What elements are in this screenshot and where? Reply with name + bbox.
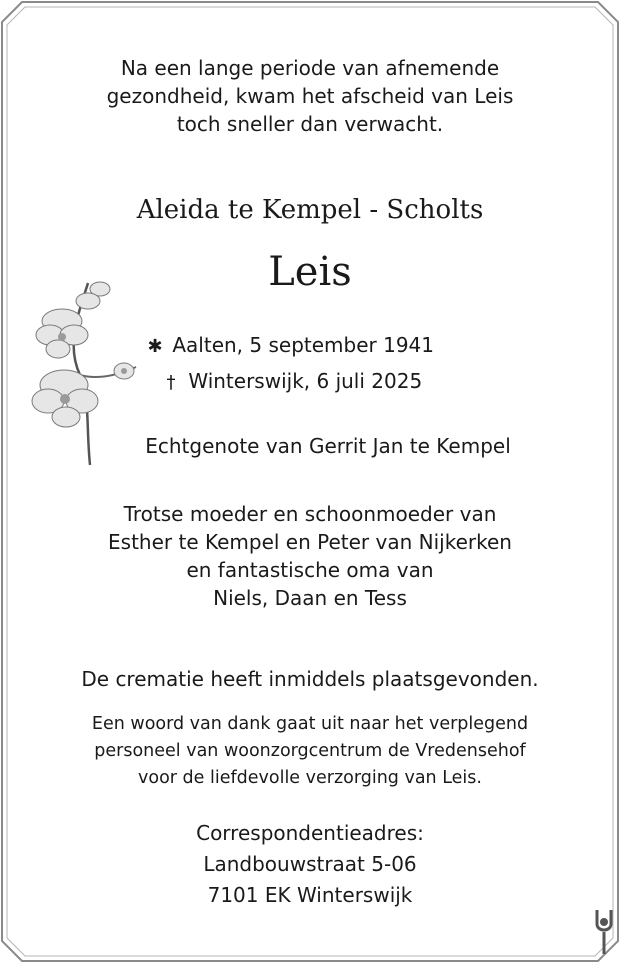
family-text [0, 500, 620, 612]
death-line [160, 367, 422, 397]
cremation-text: De crematie heeft inmiddels plaatsgevonden. [81, 667, 539, 691]
address-street: Landbouwstraat 5-06 [203, 852, 417, 876]
intro-line: Na een lange periode van afnemende [120, 56, 500, 80]
address-city: 7101 EK Winterswijk [207, 883, 413, 907]
family-line: Trotse moeder en schoonmoeder van [123, 502, 497, 526]
family-line: en fantastische oma van [186, 558, 434, 582]
family-line: Esther te Kempel en Peter van Nijkerken [108, 530, 512, 554]
intro-line: gezondheid, kwam het afscheid van Leis [106, 84, 514, 108]
thanks-line: voor de liefdevolle verzorging van Leis. [138, 768, 482, 788]
called-name: Leis [268, 249, 352, 295]
birth-text: Aalten, 5 september 1941 [172, 333, 434, 357]
thanks-line: personeel van woonzorgcentrum de Vredensehof [94, 741, 526, 761]
thanks-line: Een woord van dank gaat uit naar het verplegend [91, 714, 529, 734]
death-text: Winterswijk, 6 juli 2025 [188, 369, 423, 393]
birth-star-icon: ✱ [147, 336, 163, 357]
thanks-text [0, 711, 620, 792]
spouse-text: Echtgenote van Gerrit Jan te Kempel [145, 434, 511, 458]
full-name: Aleida te Kempel - Scholts [136, 195, 484, 225]
publisher-logo-icon [592, 908, 616, 956]
intro-text [0, 54, 620, 138]
birth-line [144, 331, 434, 361]
address-heading: Correspondentieadres: [196, 821, 424, 845]
intro-line: toch sneller dan verwacht. [176, 112, 444, 136]
address-block [0, 818, 620, 911]
family-line: Niels, Daan en Tess [213, 586, 407, 610]
death-cross-icon: † [166, 372, 176, 393]
